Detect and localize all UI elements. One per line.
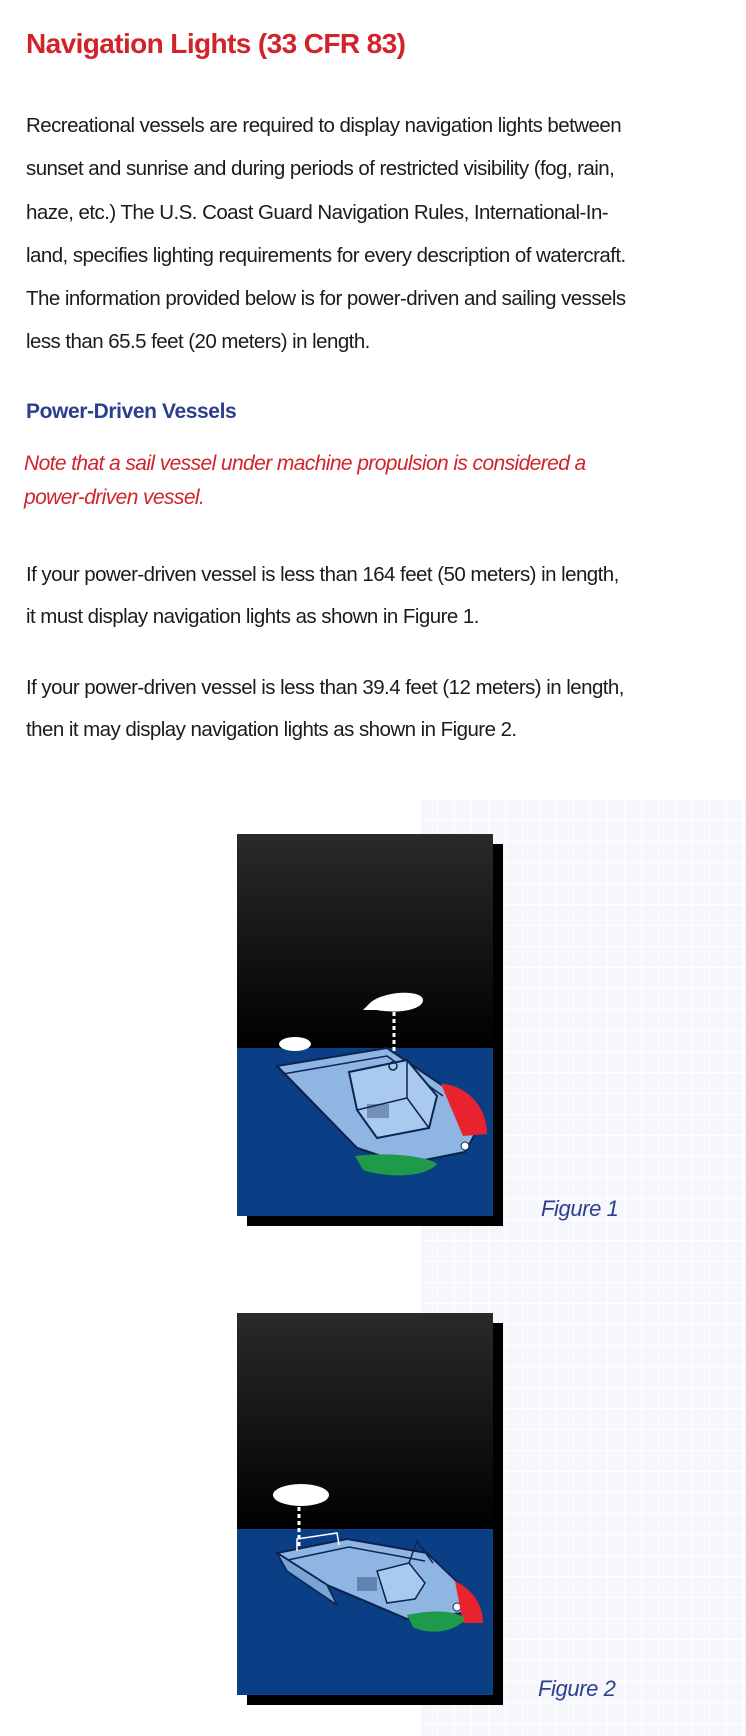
intro-line: The information provided below is for power-driven and sailing vessels [26, 287, 626, 311]
intro-line: Recreational vessels are required to display navigation lights between [26, 114, 622, 137]
intro-line: land, specifies lighting requirements for every description of watercraft. [26, 243, 626, 267]
paragraph-line: If your power-driven vessel is less than 39.4 feet (12 meters) in length, [26, 676, 624, 699]
paragraph-line: then it may display navigation lights as shown in Figure 2. [26, 718, 517, 741]
section-heading: Power-Driven Vessels [26, 400, 237, 423]
intro-paragraph [26, 104, 746, 364]
figure-2-illustration [237, 1313, 507, 1705]
paragraph-line: it must display navigation lights as shown in Figure 1. [26, 605, 479, 628]
paragraph-figure1 [26, 554, 619, 638]
figure-1-svg [237, 834, 507, 1226]
all-round-white-light [273, 1484, 329, 1506]
figure-2-svg [237, 1313, 507, 1705]
night-sky [237, 834, 493, 1048]
figure-2-caption: Figure 2 [538, 1676, 616, 1701]
figure-1-illustration [237, 834, 507, 1226]
note-text [24, 447, 586, 515]
page-title: Navigation Lights (33 CFR 83) [26, 28, 406, 59]
paragraph-figure2 [26, 667, 624, 751]
paragraph-line: If your power-driven vessel is less than 164 feet (50 meters) in length, [26, 563, 619, 586]
note-line: Note that a sail vessel under machine propulsion is considered a [24, 452, 586, 475]
stern-light [279, 1037, 311, 1051]
note-line: power-driven vessel. [24, 486, 205, 509]
figure-1-caption: Figure 1 [541, 1196, 619, 1221]
intro-line: haze, etc.) The U.S. Coast Guard Navigation Rules, International-In- [26, 200, 609, 224]
intro-line: less than 65.5 feet (20 meters) in length. [26, 330, 370, 354]
intro-line: sunset and sunrise and during periods of restricted visibility (fog, rain, [26, 157, 615, 181]
